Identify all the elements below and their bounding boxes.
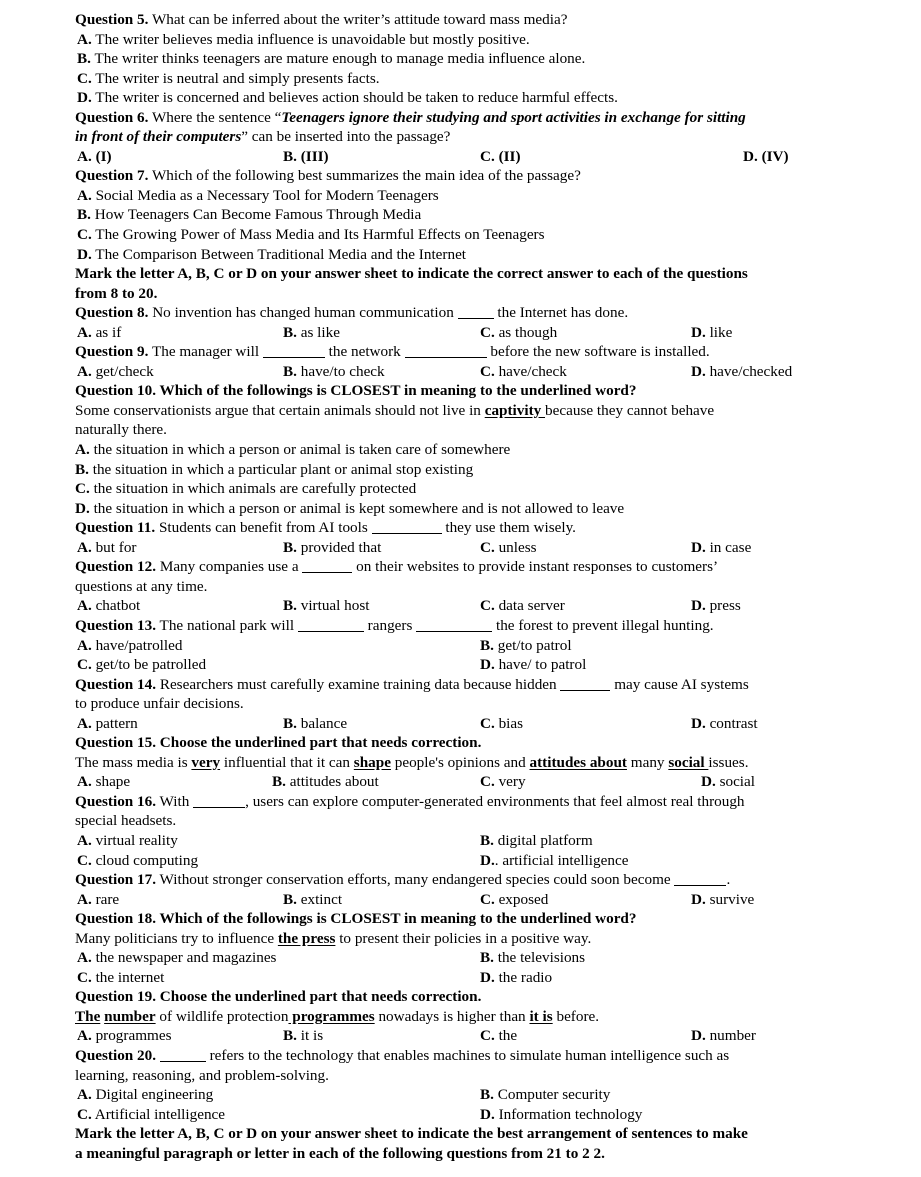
option-a: A. virtual reality	[77, 831, 178, 849]
answer-blank	[416, 617, 492, 632]
option-a: A. the newspaper and magazines	[77, 949, 277, 967]
question-5-option-b: B. The writer thinks teenagers are mature enough to manage media influence alone.	[77, 50, 586, 68]
option-d: D. Information technology	[480, 1105, 643, 1123]
option-a: A. chatbot	[77, 597, 141, 615]
question-17-stem: Question 17. Without stronger conservation efforts, many endangered species could soon become .	[75, 871, 731, 889]
option-b: B. provided that	[283, 538, 382, 556]
question-10-option-b: B. the situation in which a particular plant or animal stop existing	[75, 460, 474, 478]
question-20-stem: Question 20. refers to the technology that enables machines to simulate human intelligence such as	[75, 1046, 730, 1064]
option-a: A. shape	[77, 773, 131, 791]
option-c: C. cloud computing	[77, 851, 199, 869]
question-20-stem-cont: learning, reasoning, and problem-solving.	[75, 1066, 329, 1084]
option-d: D. contrast	[691, 714, 758, 732]
question-19-sentence: The number of wildlife protection programmes nowadays is higher than it is before.	[75, 1007, 600, 1025]
option-b: B. the televisions	[480, 949, 586, 967]
question-15-options	[75, 772, 835, 792]
answer-blank	[560, 676, 610, 691]
question-12-stem-cont: questions at any time.	[75, 577, 208, 595]
question-18-options-row1	[75, 948, 835, 968]
option-d: D.. artificial intelligence	[480, 851, 629, 869]
option-c: C. get/to be patrolled	[77, 656, 207, 674]
question-7-option-b: B. How Teenagers Can Become Famous Through Media	[77, 206, 422, 224]
question-10-option-d: D. the situation in which a person or animal is kept somewhere and is not allowed to leave	[75, 499, 625, 517]
question-9-stem: Question 9. The manager will the network before the new software is installed.	[75, 343, 710, 361]
answer-blank	[193, 793, 245, 808]
question-14-options	[75, 714, 835, 734]
option-d: D. have/checked	[691, 362, 793, 380]
question-10-option-c: C. the situation in which animals are carefully protected	[75, 480, 417, 498]
option-b: B. balance	[283, 714, 348, 732]
question-20-options-row2	[75, 1105, 835, 1125]
exam-page	[75, 10, 835, 1163]
option-c: C. have/check	[480, 362, 567, 380]
option-d: D. the radio	[480, 968, 553, 986]
option-c: C. the	[480, 1027, 518, 1045]
question-20-options-row1	[75, 1085, 835, 1105]
section-instruction-2: Mark the letter A, B, C or D on your answer sheet to indicate the best arrangement of sentences to make	[75, 1125, 748, 1143]
option-b: B. Computer security	[480, 1086, 611, 1104]
option-b: B. (III)	[283, 147, 329, 165]
option-b: B. digital platform	[480, 831, 593, 849]
option-d: D. like	[691, 323, 733, 341]
question-7-option-c: C. The Growing Power of Mass Media and Its Harmful Effects on Teenagers	[77, 226, 545, 244]
option-c: C. as though	[480, 323, 558, 341]
question-8-options	[75, 323, 835, 343]
option-c: C. the internet	[77, 968, 165, 986]
option-b: B. it is	[283, 1027, 324, 1045]
option-b: B. attitudes about	[272, 773, 379, 791]
question-7-option-a: A. Social Media as a Necessary Tool for Modern Teenagers	[77, 186, 439, 204]
question-13-options-row2	[75, 655, 835, 675]
question-13-stem: Question 13. The national park will rangers the forest to prevent illegal hunting.	[75, 616, 714, 634]
question-8-stem: Question 8. No invention has changed human communication the Internet has done.	[75, 304, 629, 322]
question-12-options	[75, 596, 835, 616]
option-b: B. as like	[283, 323, 340, 341]
question-11-stem: Question 11. Students can benefit from AI tools they use them wisely.	[75, 519, 576, 537]
question-12-stem: Question 12. Many companies use a on their websites to provide instant responses to customers’	[75, 558, 719, 576]
option-a: A. get/check	[77, 362, 154, 380]
option-b: B. have/to check	[283, 362, 385, 380]
question-5-option-a: A. The writer believes media influence is unavoidable but mostly positive.	[77, 30, 530, 48]
option-c: C. exposed	[480, 890, 549, 908]
option-a: A. pattern	[77, 714, 138, 732]
option-c: C. data server	[480, 597, 565, 615]
section-instruction-1-cont: from 8 to 20.	[75, 284, 158, 302]
answer-blank	[372, 519, 442, 534]
question-5-stem: Question 5. What can be inferred about the writer’s attitude toward mass media?	[75, 11, 568, 28]
question-6-stem: Question 6. Where the sentence “Teenagers ignore their studying and sport activities in exchange for sitting	[75, 108, 746, 126]
option-a: A. programmes	[77, 1027, 172, 1045]
question-7-stem: Question 7. Which of the following best summarizes the main idea of the passage?	[75, 167, 581, 185]
question-10-option-a: A. the situation in which a person or animal is taken care of somewhere	[75, 441, 511, 459]
option-d: D. survive	[691, 890, 755, 908]
question-14-stem: Question 14. Researchers must carefully examine training data because hidden may cause AI systems	[75, 675, 749, 693]
question-15-sentence: The mass media is very influential that it can shape people's opinions and attitudes about many social issues.	[75, 753, 749, 771]
question-10-sentence-cont: naturally there.	[75, 421, 167, 439]
question-19-options	[75, 1026, 835, 1046]
question-13-options-row1	[75, 636, 835, 656]
option-c: C. unless	[480, 538, 537, 556]
option-a: A. rare	[77, 890, 120, 908]
option-d: D. number	[691, 1027, 756, 1045]
option-d: D. have/ to patrol	[480, 656, 587, 674]
question-14-stem-cont: to produce unfair decisions.	[75, 695, 244, 713]
question-6-options	[75, 147, 835, 167]
question-11-options	[75, 538, 835, 558]
option-c: C. (II)	[480, 147, 521, 165]
question-5-option-c: C. The writer is neutral and simply presents facts.	[77, 69, 380, 87]
answer-blank	[674, 871, 726, 886]
question-7-option-d: D. The Comparison Between Traditional Media and the Internet	[77, 245, 467, 263]
question-18-sentence: Many politicians try to influence the press to present their policies in a positive way.	[75, 929, 592, 947]
question-16-options-row2	[75, 851, 835, 871]
question-18-heading: Question 18. Which of the followings is CLOSEST in meaning to the underlined word?	[75, 910, 637, 928]
question-15-heading: Question 15. Choose the underlined part that needs correction.	[75, 734, 482, 752]
question-6-stem-cont: in front of their computers” can be inserted into the passage?	[75, 128, 451, 146]
option-d: D. social	[701, 773, 755, 791]
option-b: B. extinct	[283, 890, 343, 908]
option-d: D. in case	[691, 538, 752, 556]
question-16-stem-cont: special headsets.	[75, 812, 177, 830]
question-16-options-row1	[75, 831, 835, 851]
option-a: A. but for	[77, 538, 137, 556]
question-5-option-d: D. The writer is concerned and believes action should be taken to reduce harmful effects.	[77, 89, 618, 107]
option-c: C. very	[480, 773, 526, 791]
question-19-heading: Question 19. Choose the underlined part that needs correction.	[75, 988, 482, 1006]
option-a: A. (I)	[77, 147, 112, 165]
answer-blank	[160, 1047, 206, 1062]
section-instruction-2-cont: a meaningful paragraph or letter in each of the following questions from 21 to 2 2.	[75, 1144, 605, 1162]
question-10-sentence: Some conservationists argue that certain animals should not live in captivity because they cannot behave	[75, 401, 715, 419]
question-17-options	[75, 890, 835, 910]
option-a: A. as if	[77, 323, 122, 341]
question-9-options	[75, 362, 835, 382]
option-a: A. have/patrolled	[77, 636, 183, 654]
answer-blank	[263, 343, 325, 358]
question-16-stem: Question 16. With , users can explore computer-generated environments that feel almost real through	[75, 792, 745, 810]
question-10-heading: Question 10. Which of the followings is CLOSEST in meaning to the underlined word?	[75, 382, 637, 400]
answer-blank	[458, 304, 494, 319]
option-c: C. Artificial intelligence	[77, 1105, 226, 1123]
option-d: D. (IV)	[743, 147, 789, 165]
answer-blank	[298, 617, 364, 632]
answer-blank	[302, 558, 352, 573]
answer-blank	[405, 343, 487, 358]
option-c: C. bias	[480, 714, 524, 732]
option-b: B. virtual host	[283, 597, 370, 615]
option-b: B. get/to patrol	[480, 636, 572, 654]
option-a: A. Digital engineering	[77, 1086, 214, 1104]
question-18-options-row2	[75, 968, 835, 988]
option-d: D. press	[691, 597, 741, 615]
section-instruction-1: Mark the letter A, B, C or D on your answer sheet to indicate the correct answer to each of the questions	[75, 265, 748, 283]
